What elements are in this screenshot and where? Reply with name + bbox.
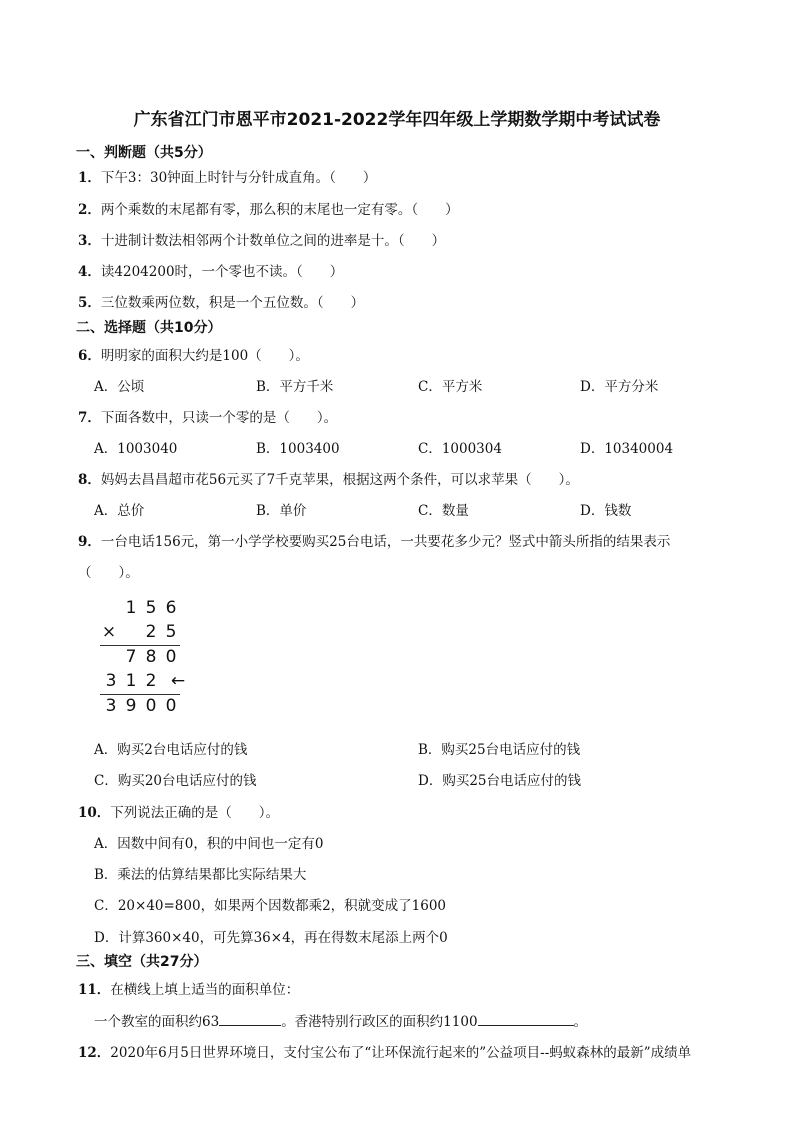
digit: 9 (125, 696, 137, 716)
option-a: A．公顷 (94, 379, 145, 395)
option-b: B．平方千米 (256, 379, 334, 395)
option-b: B．1003400 (256, 441, 340, 457)
question-11 (78, 978, 299, 998)
question-5 (78, 291, 364, 311)
digit: 6 (165, 598, 177, 618)
question-number: 6． (78, 348, 101, 364)
option-c: C．购买20台电话应付的钱 (94, 773, 257, 789)
question-10 (78, 801, 279, 821)
multiply-sign: × (101, 622, 117, 642)
question-8 (78, 468, 579, 488)
question-number: 12． (78, 1045, 111, 1061)
question-text: 下午3：30钟面上时针与分针成直角。（ ） (100, 170, 377, 186)
option-b: B．购买25台电话应付的钱 (418, 742, 581, 758)
arrow-left-icon: ← (170, 671, 186, 691)
question-12 (78, 1041, 691, 1061)
question-4 (78, 260, 343, 280)
digit: 8 (145, 647, 157, 667)
question-number: 1． (78, 170, 101, 186)
digit: 7 (125, 647, 137, 667)
digit: 1 (125, 671, 137, 691)
page-title: 广东省江门市恩平市2021-2022学年四年级上学期数学期中考试试卷 (133, 110, 661, 130)
question-number: 7． (78, 410, 101, 426)
question-3 (78, 229, 445, 249)
fill-text: 一个教室的面积约63 (94, 1014, 220, 1030)
digit: 3 (105, 671, 117, 691)
option-a: A．总价 (94, 503, 145, 519)
digit: 0 (165, 696, 177, 716)
question-text: 2020年6月5日世界环境日，支付宝公布了“让环保流行起来的”公益项目--蚂蚁森林的最新”成绩单 (110, 1045, 692, 1061)
question-text: 在横线上填上适当的面积单位： (110, 982, 300, 998)
question-text: 下列说法正确的是（ ）。 (110, 805, 280, 821)
option-c: C．数量 (418, 503, 469, 519)
vertical-multiplication (98, 598, 198, 720)
question-number: 8． (78, 472, 101, 488)
calc-divider-line (100, 645, 180, 646)
calc-divider-line (100, 694, 180, 695)
question-text: 十进制计数法相邻两个计数单位之间的进率是十。（ ） (100, 233, 446, 249)
answer-blank[interactable] (219, 1013, 281, 1026)
option-c: C．1000304 (418, 441, 502, 457)
question-text: 两个乘数的末尾都有零，那么积的末尾也一定有零。（ ） (100, 202, 459, 218)
question-text: 妈妈去昌昌超市花56元买了7千克苹果，根据这两个条件，可以求苹果（ ）。 (100, 472, 579, 488)
option-c: C．平方米 (418, 379, 483, 395)
fill-text: 。 (573, 1014, 588, 1030)
option-a: A．1003040 (94, 441, 178, 457)
digit: 1 (125, 598, 137, 618)
question-number: 5． (78, 295, 101, 311)
question-number: 3． (78, 233, 101, 249)
question-9-continued: （ ）。 (78, 565, 139, 581)
digit: 5 (165, 622, 177, 642)
option-b: B．单价 (256, 503, 307, 519)
question-text: 一台电话156元，第一小学学校要购买25台电话，一共要花多少元？竖式中箭头所指的结果表示 (100, 534, 671, 550)
question-number: 10． (78, 805, 111, 821)
answer-blank[interactable] (478, 1013, 574, 1026)
section-heading-3: 三、填空（共27分） (76, 954, 208, 970)
question-text: 下面各数中，只读一个零的是（ ）。 (100, 410, 338, 426)
option-a: A．因数中间有0，积的中间也一定有0 (94, 836, 324, 852)
question-text: 读4204200时，一个零也不读。（ ） (100, 264, 344, 280)
option-b: B．乘法的估算结果都比实际结果大 (94, 867, 307, 883)
question-9 (78, 530, 670, 550)
digit: 5 (145, 598, 157, 618)
option-d: D．购买25台电话应付的钱 (418, 773, 582, 789)
option-a: A．购买2台电话应付的钱 (94, 742, 248, 758)
fill-text: 。香港特别行政区的面积约1100 (281, 1014, 478, 1030)
option-d: D．计算360×40，可先算36×4，再在得数末尾添上两个0 (94, 930, 448, 946)
section-heading-1: 一、判断题（共5分） (76, 145, 212, 161)
question-7 (78, 406, 337, 426)
option-d: D．10340004 (580, 441, 674, 457)
question-6 (78, 344, 309, 364)
section-heading-2: 二、选择题（共10分） (76, 320, 222, 336)
question-text: 三位数乘两位数，积是一个五位数。（ ） (100, 295, 365, 311)
question-text: 明明家的面积大约是100（ ）。 (100, 348, 309, 364)
option-d: D．平方分米 (580, 379, 659, 395)
digit: 3 (105, 696, 117, 716)
question-11-fill-line (94, 1010, 587, 1030)
question-number: 4． (78, 264, 101, 280)
digit: 0 (165, 647, 177, 667)
digit: 0 (145, 696, 157, 716)
question-2 (78, 198, 459, 218)
question-number: 2． (78, 202, 101, 218)
option-d: D．钱数 (580, 503, 632, 519)
question-number: 9． (78, 534, 101, 550)
option-c: C．20×40=800，如果两个因数都乘2，积就变成了1600 (94, 898, 447, 914)
question-1 (78, 166, 376, 186)
digit: 2 (145, 671, 157, 691)
question-number: 11． (78, 982, 111, 998)
digit: 2 (145, 622, 157, 642)
